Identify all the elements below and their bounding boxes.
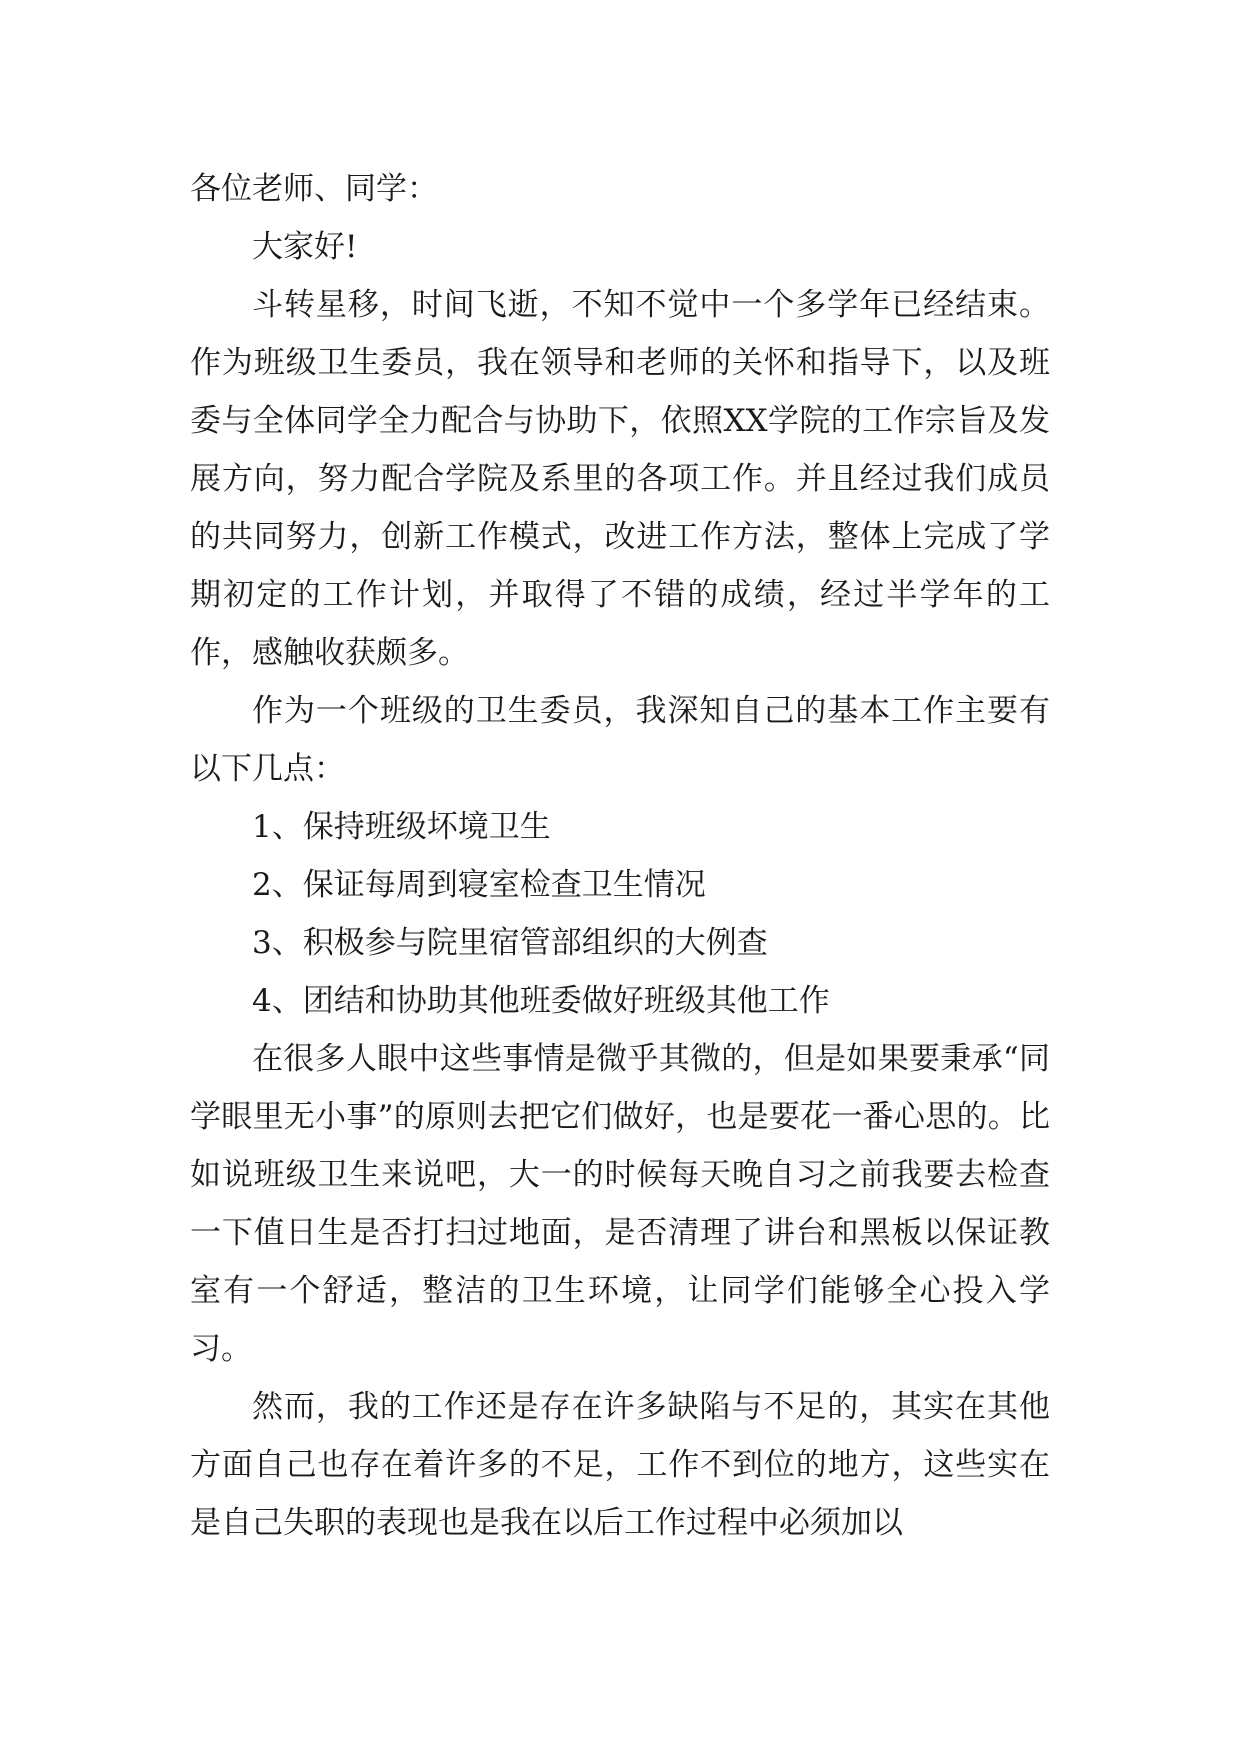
document-body — [190, 160, 1050, 1552]
paragraph-intro: 斗转星移，时间飞逝，不知不觉中一个多学年已经结束。作为班级卫生委员，我在领导和老师的关怀和指导下，以及班委与全体同学全力配合与协助下，依照XX学院的工作宗旨及发展方向，努力配合学院及系里的各项工作。并且经过我们成员的共同努力，创新工作模式，改进工作方法，整体上完成了学期初定的工作计划，并取得了不错的成绩，经过半学年的工作，感触收获颇多。 — [190, 287, 1050, 671]
salutation: 各位老师、同学： — [190, 171, 438, 207]
list-item: 1、保持班级坏境卫生 — [252, 809, 551, 845]
list-item: 3、积极参与院里宿管部组织的大例查 — [252, 925, 768, 961]
paragraph-shortcomings: 然而，我的工作还是存在许多缺陷与不足的，其实在其他方面自己也存在着许多的不足，工作不到位的地方，这些实在是自己失职的表现也是我在以后工作过程中必须加以 — [190, 1389, 1050, 1541]
paragraph-details: 在很多人眼中这些事情是微乎其微的，但是如果要秉承“同学眼里无小事”的原则去把它们做好，也是要花一番心思的。比如说班级卫生来说吧，大一的时候每天晚自习之前我要去检查一下值日生是否打扫过地面，是否清理了讲台和黑板以保证教室有一个舒适，整洁的卫生环境，让同学们能够全心投入学习。 — [190, 1041, 1050, 1367]
list-item: 4、团结和协助其他班委做好班级其他工作 — [252, 983, 830, 1019]
greeting: 大家好! — [252, 229, 358, 265]
list-item: 2、保证每周到寝室检查卫生情况 — [252, 867, 706, 903]
paragraph-duties-intro: 作为一个班级的卫生委员，我深知自己的基本工作主要有以下几点： — [190, 693, 1050, 787]
